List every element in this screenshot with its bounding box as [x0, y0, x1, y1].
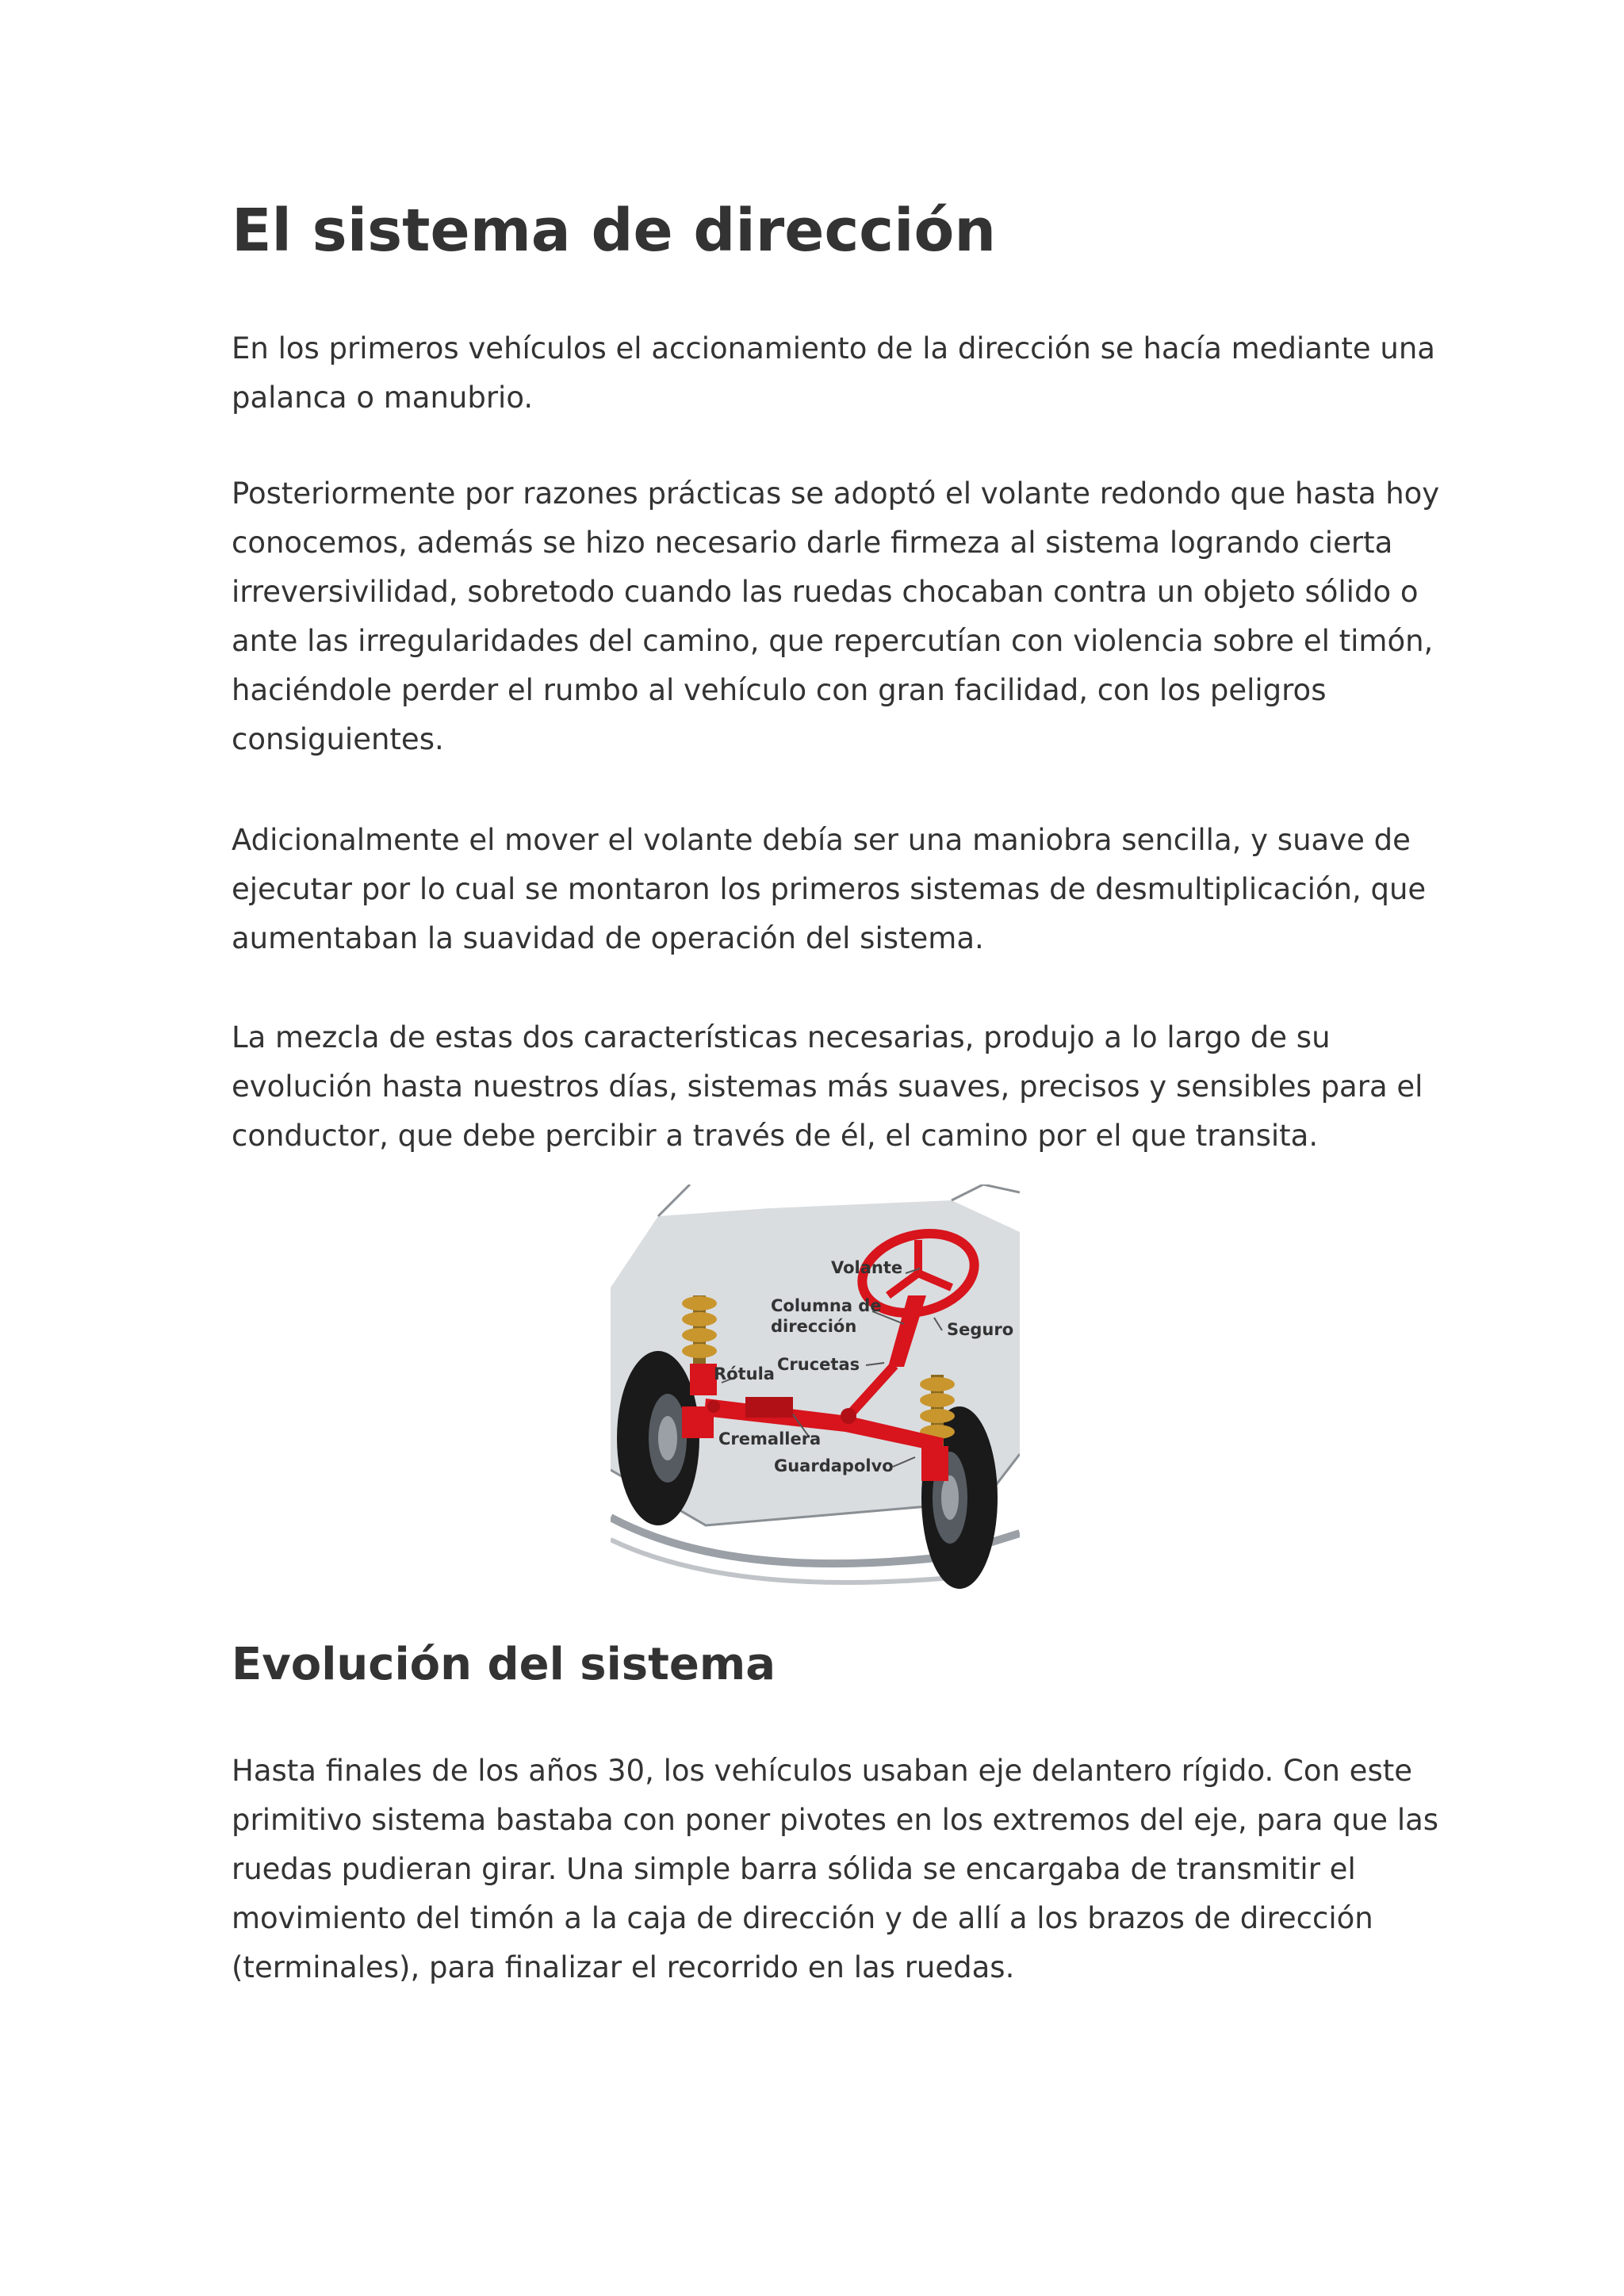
label-guardapolvo: Guardapolvo	[774, 1456, 894, 1475]
paragraph-line: movimiento del timón a la caja de dirección y de allí a los brazos de dirección	[232, 1901, 1373, 1935]
steering-system-diagram	[611, 1184, 1020, 1598]
paragraph-2	[232, 469, 1440, 764]
label-rotula: Rótula	[714, 1364, 775, 1383]
paragraph-line: La mezcla de estas dos características necesarias, produjo a lo largo de su	[232, 1020, 1331, 1054]
section-heading: Evolución del sistema	[232, 1639, 776, 1690]
paragraph-line: conocemos, además se hizo necesario darle firmeza al sistema logrando cierta	[232, 526, 1393, 560]
paragraph-5	[232, 1747, 1439, 1992]
paragraph-3	[232, 816, 1427, 963]
paragraph-line: aumentaban la suavidad de operación del sistema.	[232, 921, 984, 955]
paragraph-line: evolución hasta nuestros días, sistemas más suaves, precisos y sensibles para el	[232, 1070, 1423, 1104]
label-cremallera: Cremallera	[718, 1429, 822, 1448]
paragraph-line: primitivo sistema bastaba con poner pivotes en los extremos del eje, para que las	[232, 1803, 1439, 1837]
label-columna-1: Columna de	[771, 1296, 882, 1315]
page-title: El sistema de dirección	[232, 197, 997, 265]
paragraph-line: En los primeros vehículos el accionamiento de la dirección se hacía mediante una	[232, 331, 1435, 365]
paragraph-line: ruedas pudieran girar. Una simple barra sólida se encargaba de transmitir el	[232, 1852, 1356, 1886]
paragraph-4	[232, 1013, 1423, 1161]
paragraph-line: palanca o manubrio.	[232, 381, 534, 415]
paragraph-1	[232, 324, 1435, 423]
label-crucetas: Crucetas	[777, 1355, 860, 1374]
paragraph-line: Hasta finales de los años 30, los vehículos usaban eje delantero rígido. Con este	[232, 1754, 1412, 1788]
paragraph-line: consiguientes.	[232, 722, 444, 756]
paragraph-line: ejecutar por lo cual se montaron los primeros sistemas de desmultiplicación, que	[232, 872, 1427, 906]
paragraph-line: haciéndole perder el rumbo al vehículo con gran facilidad, con los peligros	[232, 673, 1327, 707]
paragraph-line: conductor, que debe percibir a través de él, el camino por el que transita.	[232, 1119, 1319, 1153]
paragraph-line: Posteriormente por razones prácticas se adoptó el volante redondo que hasta hoy	[232, 476, 1440, 511]
label-seguro: Seguro	[947, 1320, 1014, 1339]
paragraph-line: ante las irregularidades del camino, que repercutían con violencia sobre el timón,	[232, 624, 1434, 658]
label-volante: Volante	[831, 1258, 903, 1277]
paragraph-line: irreversivilidad, sobretodo cuando las ruedas chocaban contra un objeto sólido o	[232, 575, 1419, 609]
paragraph-line: (terminales), para finalizar el recorrido en las ruedas.	[232, 1950, 1015, 1984]
label-columna-2: dirección	[771, 1317, 857, 1336]
paragraph-line: Adicionalmente el mover el volante debía ser una maniobra sencilla, y suave de	[232, 823, 1411, 857]
